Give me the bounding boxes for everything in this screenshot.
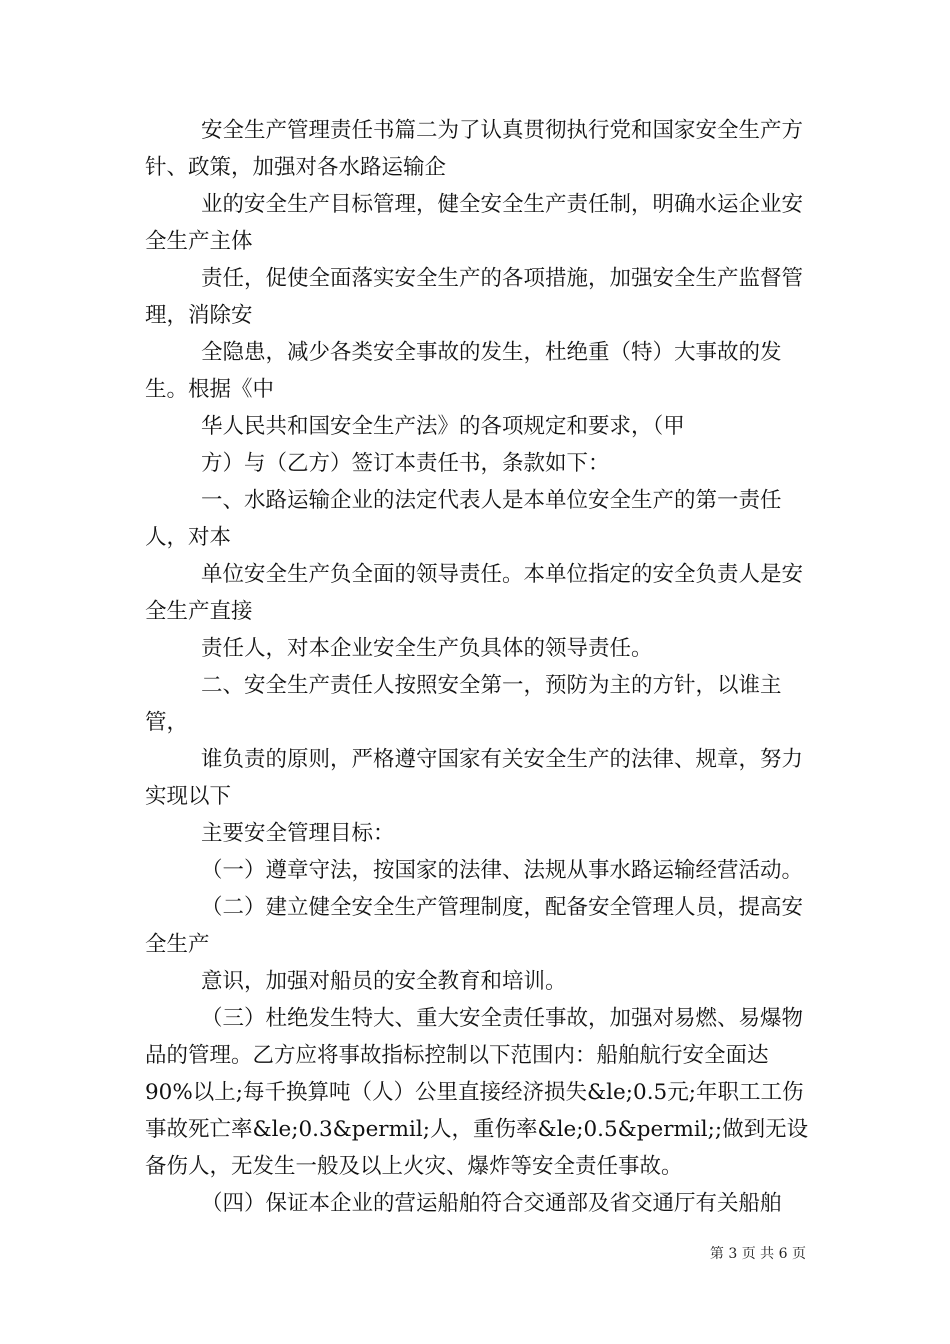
paragraph: （四）保证本企业的营运船舶符合交通部及省交通厅有关船舶 [201, 1191, 782, 1216]
paragraph: 责任，促使全面落实安全生产的各项措施，加强安全生产监督管理，消除安 [145, 266, 804, 328]
page-number: 第 3 页 共 6 页 [709, 1246, 806, 1262]
paragraph: 业的安全生产目标管理，健全安全生产责任制，明确水运企业安全生产主体 [145, 192, 804, 254]
paragraph: 安全生产管理责任书篇二为了认真贯彻执行党和国家安全生产方针、政策，加强对各水路运输企 [145, 118, 804, 180]
paragraph: 一、水路运输企业的法定代表人是本单位安全生产的第一责任人，对本 [145, 488, 782, 550]
document-body [145, 112, 815, 1222]
paragraph: （二）建立健全安全生产管理制度，配备安全管理人员，提高安全生产 [145, 895, 804, 957]
paragraph: 责任人，对本企业安全生产负具体的领导责任。 [201, 636, 653, 661]
paragraph: 方）与（乙方）签订本责任书，条款如下： [201, 451, 610, 476]
paragraph: （三）杜绝发生特大、重大安全责任事故，加强对易燃、易爆物品的管理。乙方应将事故指标控制以下范围内：船舶航行安全面达90%以上;每千换算吨（人）公里直接经济损失&le;0.5元;年职工工伤事故死亡率&le;0.3&permil;人，重伤率&le;0.5&permil;;做到无设备伤人，无发生一般及以上火灾、爆炸等安全责任事故。 [145, 1006, 809, 1179]
paragraph: （一）遵章守法，按国家的法律、法规从事水路运输经营活动。 [201, 858, 804, 883]
paragraph: 主要安全管理目标： [201, 821, 395, 846]
paragraph: 谁负责的原则，严格遵守国家有关安全生产的法律、规章，努力实现以下 [145, 747, 804, 809]
paragraph: 全隐患，减少各类安全事故的发生，杜绝重（特）大事故的发生。根据《中 [145, 340, 782, 402]
paragraph: 二、安全生产责任人按照安全第一，预防为主的方针，以谁主管， [145, 673, 782, 735]
paragraph: 华人民共和国安全生产法》的各项规定和要求，（甲 [201, 414, 685, 439]
paragraph: 意识，加强对船员的安全教育和培训。 [201, 969, 567, 994]
paragraph: 单位安全生产负全面的领导责任。本单位指定的安全负责人是安全生产直接 [145, 562, 804, 624]
